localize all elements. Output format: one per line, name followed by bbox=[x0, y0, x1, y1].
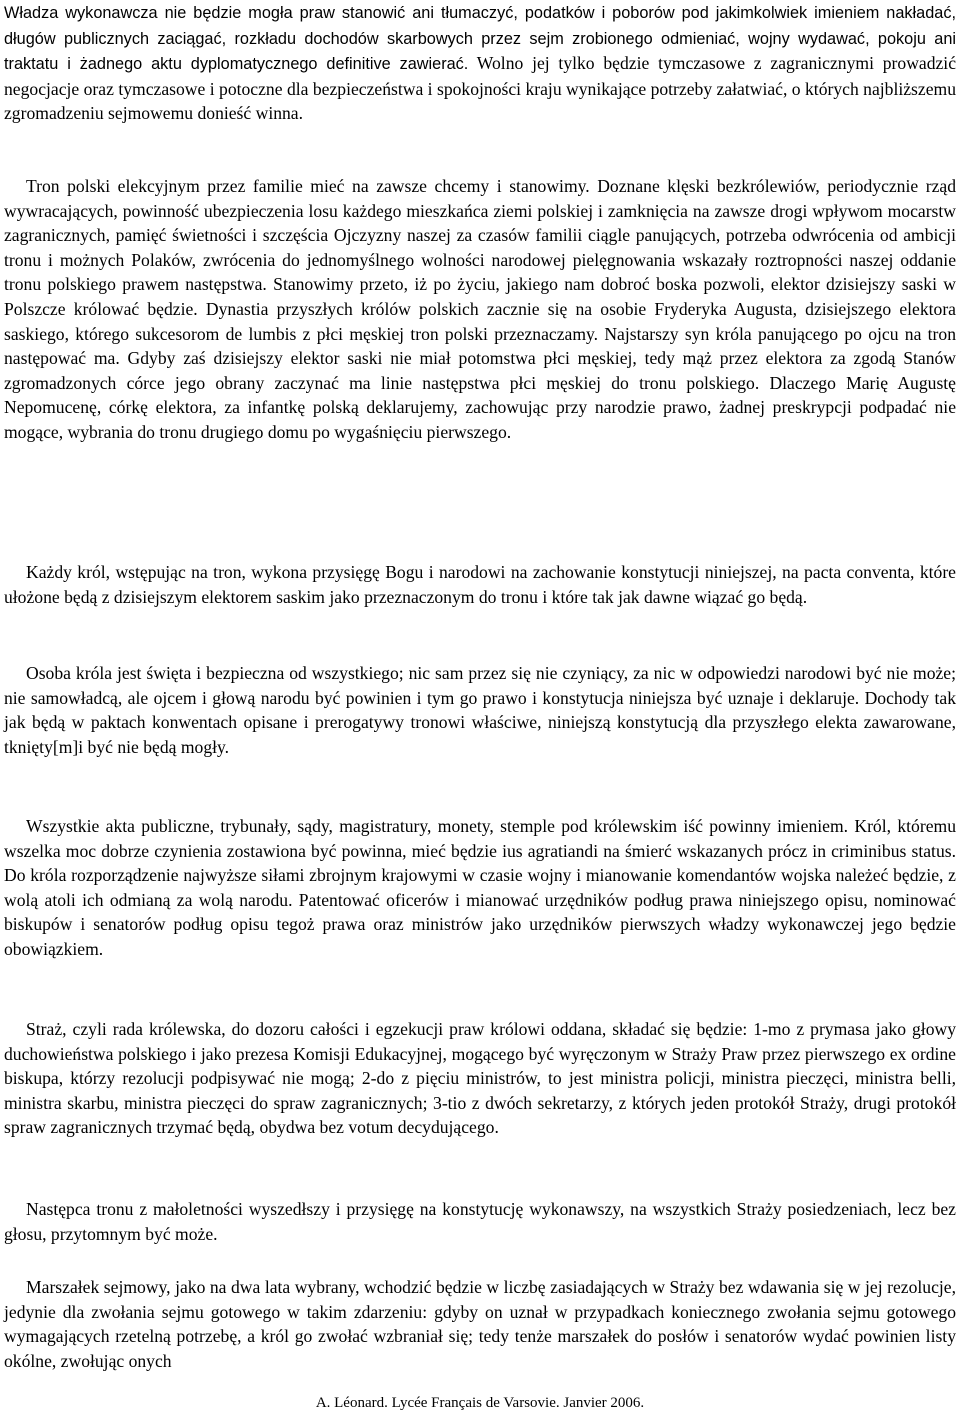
paragraph-heir-to-throne: Następca tronu z małoletności wyszedłszy i przysięgę na konstytucję wykonawszy, na wszystkich Straży posiedzeniach, lecz bez głosu, przytomnym być może. bbox=[4, 1199, 956, 1244]
paragraph-executive-power bbox=[4, 0, 956, 126]
paragraph-sejm-marshal: Marszałek sejmowy, jako na dwa lata wybrany, wchodzić będzie w liczbę zasiadających w Straży bez wdawania się w jej rezolucje, jedynie dla zwołania sejmu gotowego w takim zdarzeniu: gdyby on uznał w przypadkach koniecznego zwołania sejmu gotowego wymagających rzetelną potrzebę, a król go zwołać wzbraniał się; tedy tenże marszałek do posłów i senatorów wydać powinien listy okólne, zwołując onych bbox=[4, 1277, 956, 1371]
paragraph-king-oath: Każdy król, wstępując na tron, wykona przysięgę Bogu i narodowi na zachowanie konstytucji niniejszej, na pacta conventa, które ułożone będą z dzisiejszym elektorem saskim jako przeznaczonym do tronu i które tak jak dawne wiązać go będą. bbox=[4, 562, 956, 607]
page-footer: A. Léonard. Lycée Français de Varsovie. Janvier 2006. bbox=[315, 1395, 645, 1411]
paragraph-king-person: Osoba króla jest święta i bezpieczna od wszystkiego; nic sam przez się nie czyniący, za nic w odpowiedzi narodowi być nie może; nie samowładcą, ale ojcem i głową narodu być powinien i tym go prawo i konstytucja niniejsza być uznaje i deklaruje. Dochody tak jak będą w paktach konwentach opisane i prerogatywy tronowi właściwe, niniejszą konstytucją dla przyszłego elekta zawarowane, tknięty[m]i być nie będą mogły. bbox=[4, 663, 956, 757]
paragraph-royal-council: Straż, czyli rada królewska, do dozoru całości i egzekucji praw królowi oddana, składać się będzie: 1-mo z prymasa jako głowy duchowieństwa polskiego i jako prezesa Komisji Edukacyjnej, mogącego być wyręczonym w Straży Praw przez pierwszego ex ordine biskupa, którzy rezolucji podpisywać nie mogą; 2-do z pięciu ministrów, to jest ministra policji, ministra pieczęci, ministra belli, ministra skarbu, ministra pieczęci do spraw zagranicznych; 3-tio z dwóch sekretarzy, z których jeden protokół Straży, drugi protokół spraw zagranicznych trzymać będą, obydwa bez votum decydującego. bbox=[4, 1019, 956, 1138]
paragraph-throne-succession: Tron polski elekcyjnym przez familie mieć na zawsze chcemy i stanowimy. Doznane klęski bezkrólewiów, periodycznie rząd wywracających, powinność ubezpieczenia losu każdego mieszkańca ziemi polskiej i zamknięcia na zawsze drogi wpływom mocarstw zagranicznych, pamięć świetności i szczęścia Ojczyzny naszej za czasów familii ciągle panujących, potrzeba odwrócenia od ambicji tronu i możnych Polaków, zwrócenia do jednomyślnego wolności narodowej pielęgnowania wskazały roztropności naszej oddanie tronu polskiego prawem następstwa. Stanowimy przeto, iż po życiu, jakiego nam dobroć boska pozwoli, elektor dzisiejszy saski w Polszcze królować będzie. Dynastia przyszłych królów polskich zacznie się na osobie Fryderyka Augusta, dzisiejszego elektora saskiego, którego sukcesorom de lumbis z płci męskiej tron polski przeznaczamy. Najstarszy syn króla panującego po ojcu na tron następować ma. Gdyby zaś dzisiejszy elektor saski nie miał potomstwa płci męskiej, tedy mąż przez elektora za zgodą Stanów zgromadzonych córce jego obrany zaczynać ma linie następstwa płci męskiej do tronu polskiego. Dlaczego Marię Augustę Nepomucenę, córkę elektora, za infantkę polską deklarujemy, zachowując przy narodzie prawo, żadnej preskrypcji podpadać nie mogące, wybrania do tronu drugiego domu po wygaśnięciu pierwszego. bbox=[4, 176, 956, 442]
paragraph-text-serif: Wolno jej tylko będzie tymczasowe z zagranicznymi prowadzić negocjacje oraz tymczasowe i potoczne dla bezpieczeństwa i spokojności kraju wynikające potrzeby załatwiać, o których najbliższemu zgromadzeniu sejmowemu donieść winna. bbox=[4, 53, 957, 124]
paragraph-text-sans: Władza wykonawcza nie będzie mogła praw stanowić ani tłumaczyć, podatków i poborów pod jakimkolwiek imieniem nakładać, długów publicznych zaciągać, rozkładu dochodów skarbowych przez sejm zrobionego odmieniać, wojny wydawać, pokoju ani traktatu i żadnego aktu dyplomatycznego definitive zawierać. bbox=[4, 4, 956, 74]
paragraph-public-acts: Wszystkie akta publiczne, trybunały, sądy, magistratury, monety, stemple pod królewskim iść powinny imieniem. Król, któremu wszelka moc dobrze czynienia zostawiona być powinna, mieć będzie ius agratiandi na śmierć wskazanych prócz in criminibus status. Do króla rozporządzenie najwyższe siłami zbrojnym krajowymi w czasie wojny i mianowanie komendantów wojska należeć będzie, z wolą atoli ich odmianą za wolą narodu. Patentować oficerów i mianować urzędników podług prawa niniejszego opisu, nominować biskupów i senatorów podług opisu tegoż prawa oraz ministrów jako urzędników pierwszych władzy wykonawczej jego będzie obowiązkiem. bbox=[4, 816, 956, 959]
